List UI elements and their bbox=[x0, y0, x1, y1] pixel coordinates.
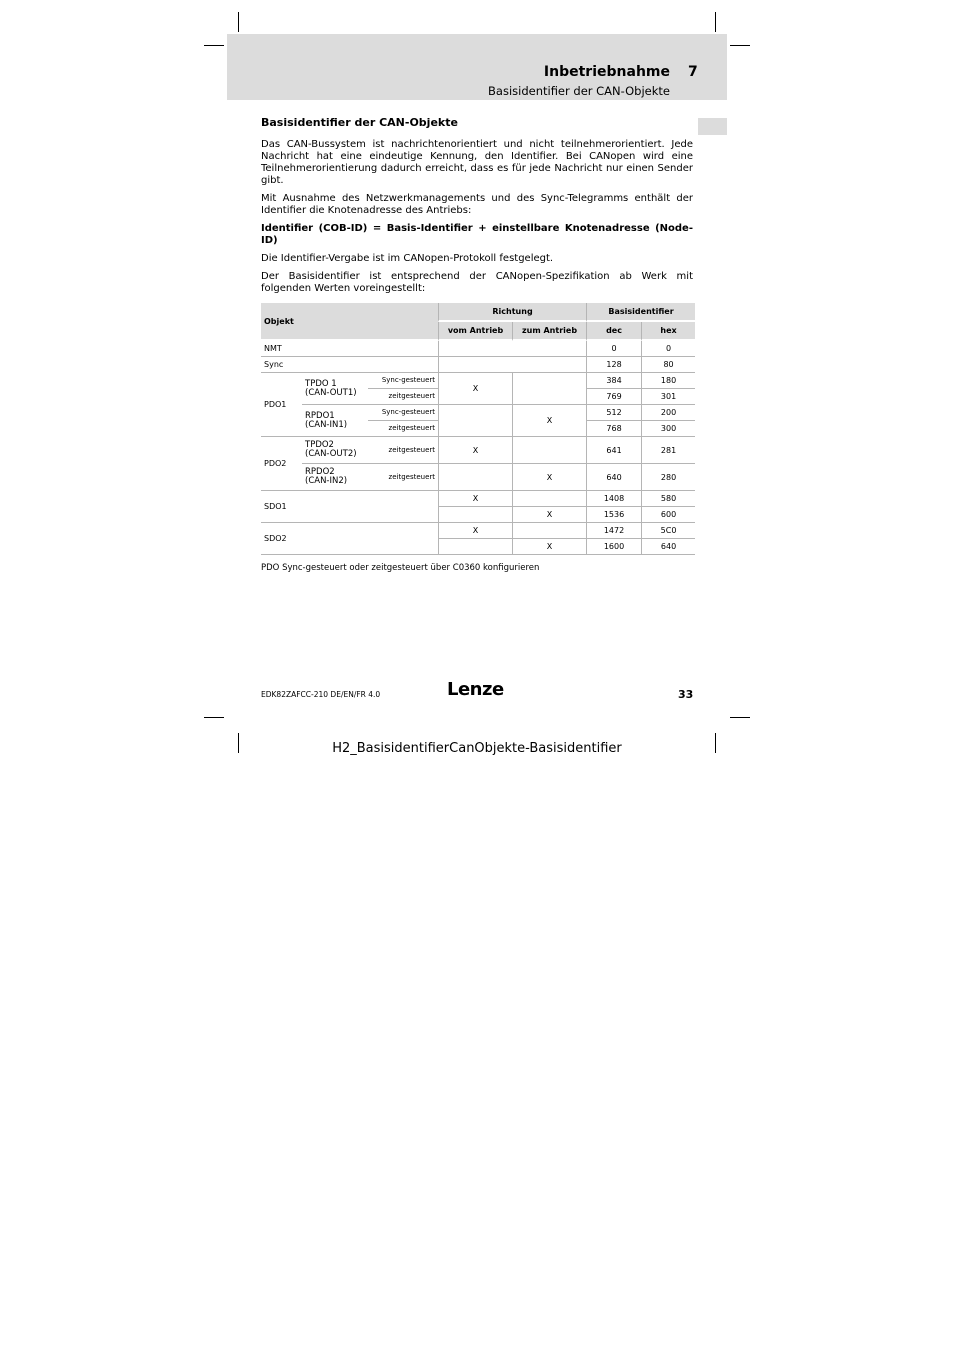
row-object: NMT bbox=[261, 341, 438, 357]
header-hex: hex bbox=[641, 322, 695, 341]
table-row bbox=[261, 405, 695, 421]
cell-mode: zeitgesteuert bbox=[368, 421, 438, 437]
row-subobject: RPDO2 (CAN-IN2) bbox=[302, 464, 368, 491]
paragraph: Mit Ausnahme des Netzwerkmanagements und des Sync-Telegramms enthält der Identifier die Knotenadresse des Antriebs: bbox=[261, 193, 693, 216]
cell-hex: 640 bbox=[641, 539, 695, 555]
cell-hex: 80 bbox=[641, 357, 695, 373]
table-row bbox=[261, 491, 695, 507]
paragraph: Der Basisidentifier ist entsprechend der CANopen-Spezifikation ab Werk mit folgenden Werten voreingestellt: bbox=[261, 271, 693, 294]
cell-vom-antrieb bbox=[438, 464, 512, 491]
cell-vom-antrieb: X bbox=[438, 373, 512, 405]
row-subobject: TPDO2 (CAN-OUT2) bbox=[302, 437, 368, 464]
chapter-title: Inbetriebnahme bbox=[543, 64, 670, 80]
row-subobject: RPDO1 (CAN-IN1) bbox=[302, 405, 368, 437]
formula: Identifier (COB-ID) = Basis-Identifier + einstellbare Knotenadresse (Node-ID) bbox=[261, 223, 693, 246]
cell-mode: zeitgesteuert bbox=[368, 464, 438, 491]
cell-hex: 180 bbox=[641, 373, 695, 389]
crop-mark bbox=[204, 45, 224, 46]
cell-dec: 1472 bbox=[586, 523, 641, 539]
cell-zum-antrieb bbox=[512, 437, 586, 464]
cell-zum-antrieb: X bbox=[512, 507, 586, 523]
row-object: PDO2 bbox=[261, 437, 302, 491]
cell-dec: 0 bbox=[586, 341, 641, 357]
row-subobject: TPDO 1 (CAN-OUT1) bbox=[302, 373, 368, 405]
cell-vom-antrieb: X bbox=[438, 523, 512, 539]
chapter-subtitle: Basisidentifier der CAN-Objekte bbox=[488, 84, 670, 98]
bottom-label: H2_BasisidentifierCanObjekte-Basisidentifier bbox=[332, 741, 622, 756]
chapter-side-tab bbox=[698, 118, 727, 135]
table-row bbox=[261, 437, 695, 464]
cell-hex: 0 bbox=[641, 341, 695, 357]
cell-dec: 641 bbox=[586, 437, 641, 464]
table-row bbox=[261, 357, 695, 373]
paragraph: Das CAN-Bussystem ist nachrichtenorientiert und nicht teilnehmerorientiert. Jede Nachricht hat eine eindeutige Kennung, den Identifier. Bei CANopen wird eine Teilnehmerorientierung dadurch erreicht, dass es für jede Nachricht nur einen Sender gibt. bbox=[261, 139, 693, 186]
table-header-row bbox=[261, 303, 695, 322]
crop-mark bbox=[715, 12, 716, 32]
cell-mode: zeitgesteuert bbox=[368, 389, 438, 405]
cell-vom-antrieb: X bbox=[438, 437, 512, 464]
cell-mode: Sync-gesteuert bbox=[368, 373, 438, 389]
cell-dec: 1536 bbox=[586, 507, 641, 523]
cell-vom-antrieb bbox=[438, 507, 512, 523]
lenze-logo: Lenze bbox=[447, 679, 504, 700]
table-row bbox=[261, 464, 695, 491]
section-heading: Basisidentifier der CAN-Objekte bbox=[261, 116, 458, 129]
row-object: SDO2 bbox=[261, 523, 438, 555]
header-basisidentifier: Basisidentifier bbox=[586, 303, 695, 322]
cell-zum-antrieb: X bbox=[512, 464, 586, 491]
cell-hex: 200 bbox=[641, 405, 695, 421]
cell-hex: 300 bbox=[641, 421, 695, 437]
paragraph: Die Identifier-Vergabe ist im CANopen-Protokoll festgelegt. bbox=[261, 253, 554, 264]
row-object: PDO1 bbox=[261, 373, 302, 437]
header-zum-antrieb: zum Antrieb bbox=[512, 322, 586, 341]
cell-hex: 600 bbox=[641, 507, 695, 523]
crop-mark bbox=[204, 717, 224, 718]
cell-vom-antrieb: X bbox=[438, 491, 512, 507]
cell-dec: 512 bbox=[586, 405, 641, 421]
crop-mark bbox=[730, 717, 750, 718]
cell-hex: 5C0 bbox=[641, 523, 695, 539]
cell-hex: 280 bbox=[641, 464, 695, 491]
cell-dec: 384 bbox=[586, 373, 641, 389]
table-row bbox=[261, 523, 695, 539]
row-object: SDO1 bbox=[261, 491, 438, 523]
table-footnote: PDO Sync-gesteuert oder zeitgesteuert über C0360 konfigurieren bbox=[261, 563, 540, 573]
cell-mode: Sync-gesteuert bbox=[368, 405, 438, 421]
crop-mark bbox=[730, 45, 750, 46]
header-dec: dec bbox=[586, 322, 641, 341]
cell-zum-antrieb: X bbox=[512, 539, 586, 555]
cell-hex: 281 bbox=[641, 437, 695, 464]
chapter-number: 7 bbox=[688, 64, 698, 80]
cell-dec: 769 bbox=[586, 389, 641, 405]
cell-zum-antrieb: X bbox=[512, 405, 586, 437]
cell-dec: 1408 bbox=[586, 491, 641, 507]
cell-hex: 301 bbox=[641, 389, 695, 405]
cell-mode: zeitgesteuert bbox=[368, 437, 438, 464]
footer-doc-id: EDK82ZAFCC-210 DE/EN/FR 4.0 bbox=[261, 690, 381, 699]
cell-zum-antrieb bbox=[512, 523, 586, 539]
cell-zum-antrieb bbox=[512, 491, 586, 507]
cell-dec: 640 bbox=[586, 464, 641, 491]
cell-dec: 768 bbox=[586, 421, 641, 437]
table-row bbox=[261, 373, 695, 389]
row-object: Sync bbox=[261, 357, 438, 373]
cell-vom-antrieb bbox=[438, 539, 512, 555]
cell-dec: 1600 bbox=[586, 539, 641, 555]
main-content bbox=[261, 116, 693, 574]
identifier-table bbox=[261, 303, 695, 555]
header-richtung: Richtung bbox=[438, 303, 586, 322]
cell-dec: 128 bbox=[586, 357, 641, 373]
header-objekt: Objekt bbox=[261, 303, 438, 341]
page-number: 33 bbox=[678, 688, 694, 701]
header-vom-antrieb: vom Antrieb bbox=[438, 322, 512, 341]
cell-hex: 580 bbox=[641, 491, 695, 507]
table-row bbox=[261, 341, 695, 357]
crop-mark bbox=[238, 12, 239, 32]
